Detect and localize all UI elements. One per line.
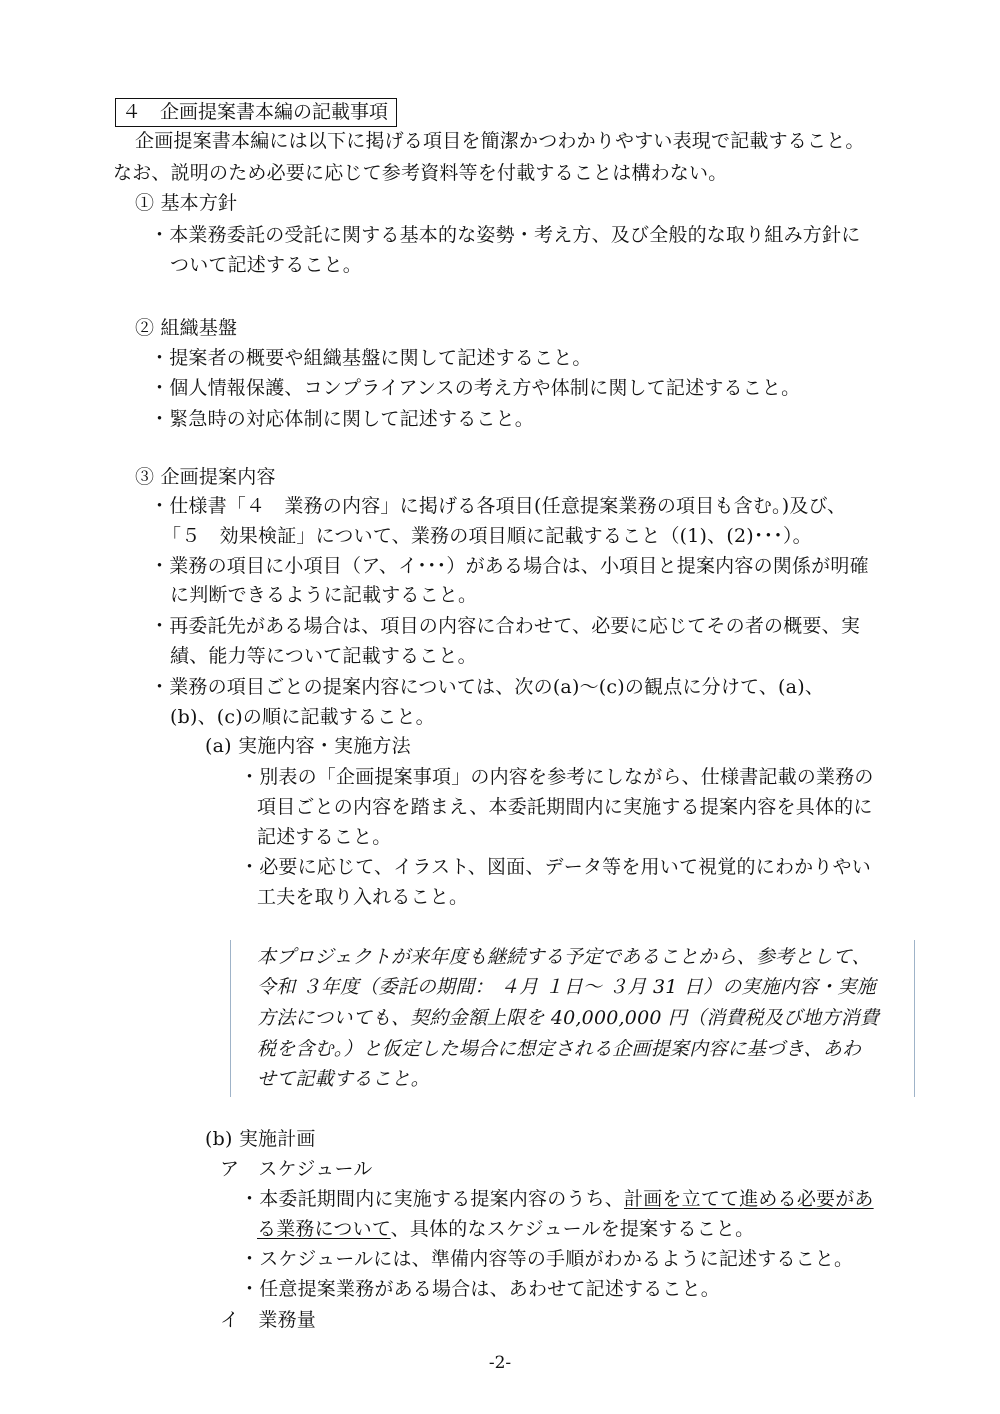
item2-bullet-1: ・提案者の概要や組織基盤に関して記述すること。 xyxy=(150,347,592,369)
note-line-5: せて記載すること。 xyxy=(257,1068,430,1090)
workload-title: イ 業務量 xyxy=(220,1309,317,1331)
item3-line-8: (b)、(c)の順に記載すること。 xyxy=(170,706,435,728)
note-border-right xyxy=(914,940,915,1097)
item3-line-6: 績、能力等について記載すること。 xyxy=(170,645,477,667)
item1-bullet: ・本業務委託の受託に関する基本的な姿勢・考え方、及び全般的な取り組み方針に xyxy=(150,224,861,246)
note-border-left xyxy=(230,940,231,1097)
item3-line-5: ・再委託先がある場合は、項目の内容に合わせて、必要に応じてその者の概要、実 xyxy=(150,615,861,637)
schedule-line-4: ・任意提案業務がある場合は、あわせて記述すること。 xyxy=(240,1278,721,1300)
item2-bullet-2: ・個人情報保護、コンプライアンスの考え方や体制に関して記述すること。 xyxy=(150,377,801,399)
item2-title: ② 組織基盤 xyxy=(135,317,238,339)
item3-line-3: ・業務の項目に小項目（ア、イ･･･）がある場合は、小項目と提案内容の関係が明確 xyxy=(150,555,869,577)
item3-line-1: ・仕様書「４ 業務の内容」に掲げる各項目(任意提案業務の項目も含む。)及び、 xyxy=(150,495,847,517)
item3-line-2: 「５ 効果検証」について、業務の項目順に記載すること（(1)、(2)･･･）。 xyxy=(162,525,812,547)
schedule-line-1: ・本委託期間内に実施する提案内容のうち、計画を立てて進める必要があ xyxy=(240,1188,874,1210)
item3-title: ③ 企画提案内容 xyxy=(135,466,276,488)
note-line-1: 本プロジェクトが来年度も継続する予定であることから、参考として、 xyxy=(257,946,871,968)
note-line-2: 令和 ３年度（委託の期間： ４月 １日～ ３月 31 日）の実施内容・実施 xyxy=(257,976,876,998)
item3-line-7: ・業務の項目ごとの提案内容については、次の(a)～(c)の観点に分けて、(a)、 xyxy=(150,676,825,698)
sub-a-line-5: 工夫を取り入れること。 xyxy=(257,886,469,908)
item3-line-4: に判断できるように記載すること。 xyxy=(170,584,478,606)
item1-bullet-cont: ついて記述すること。 xyxy=(170,254,363,276)
schedule-title: ア スケジュール xyxy=(220,1158,373,1180)
schedule-line-2: る業務について、具体的なスケジュールを提案すること。 xyxy=(257,1218,755,1240)
sub-b-title: (b) 実施計画 xyxy=(205,1128,316,1150)
note-line-4: 税を含む。）と仮定した場合に想定される企画提案内容に基づき、あわ xyxy=(257,1038,862,1060)
item2-bullet-3: ・緊急時の対応体制に関して記述すること。 xyxy=(150,408,535,430)
sub-a-title: (a) 実施内容・実施方法 xyxy=(205,735,411,757)
sub-a-line-3: 記述すること。 xyxy=(257,826,392,848)
item1-title: ① 基本方針 xyxy=(135,192,238,214)
note-line-3: 方法についても、契約金額上限を 40,000,000 円（消費税及び地方消費 xyxy=(257,1007,880,1029)
section-heading: ４ 企画提案書本編の記載事項 xyxy=(115,98,397,127)
intro-line-1: 企画提案書本編には以下に掲げる項目を簡潔かつわかりやすい表現で記載すること。 xyxy=(135,130,865,152)
sub-a-line-1: ・別表の「企画提案事項」の内容を参考にしながら、仕様書記載の業務の xyxy=(240,766,874,788)
sub-a-line-4: ・必要に応じて、イラスト、図面、データ等を用いて視覚的にわかりやい xyxy=(240,856,871,878)
intro-line-2: なお、説明のため必要に応じて参考資料等を付載することは構わない。 xyxy=(113,162,728,184)
sub-a-line-2: 項目ごとの内容を踏まえ、本委託期間内に実施する提案内容を具体的に xyxy=(257,796,873,818)
schedule-line-3: ・スケジュールには、準備内容等の手順がわかるように記述すること。 xyxy=(240,1248,854,1270)
page-number: -2- xyxy=(488,1353,512,1373)
